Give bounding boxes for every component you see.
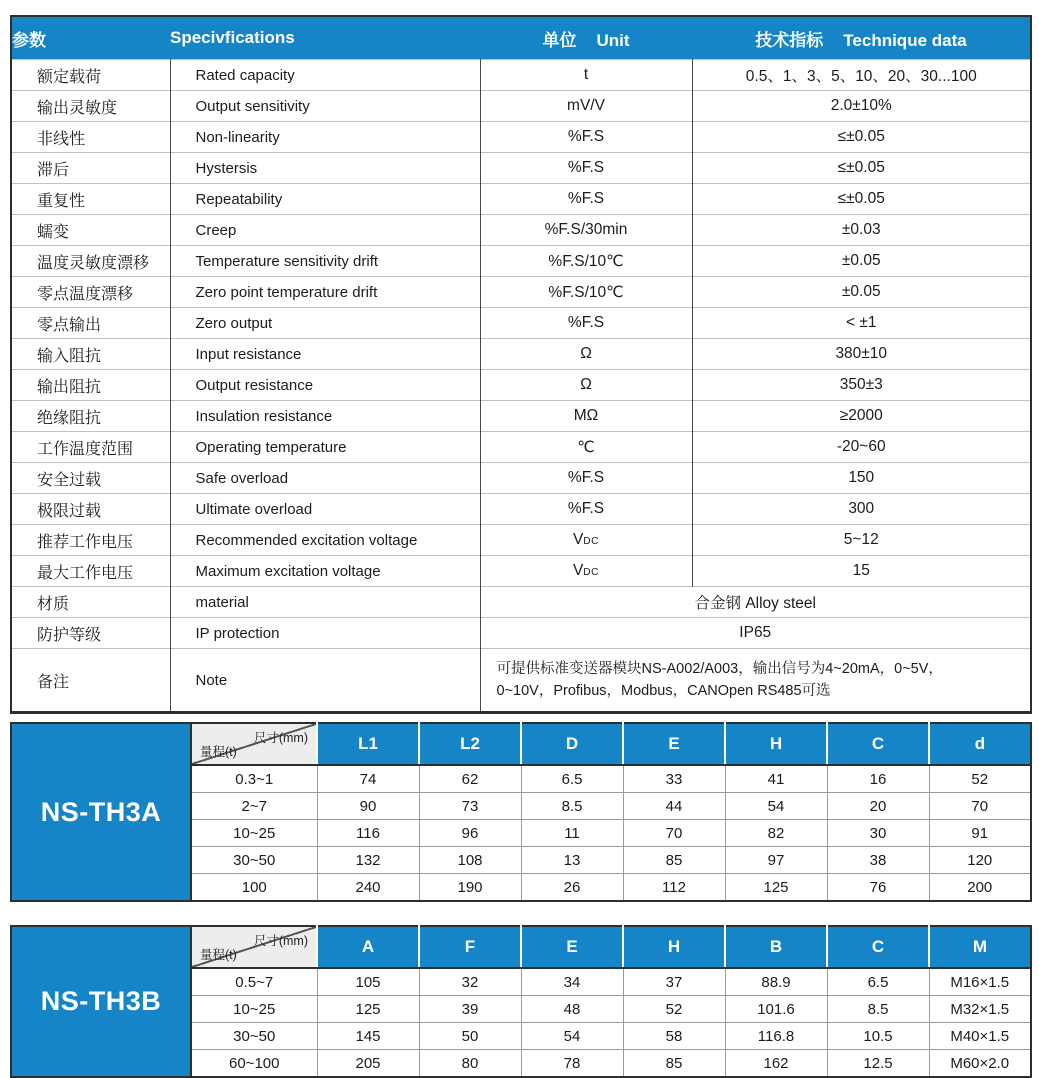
dim-value-cell: 88.9 [725,968,827,996]
table-row [11,649,1031,713]
spec-unit-cell: Ω [480,339,692,370]
dim-value-cell: 34 [521,968,623,996]
dim-column-header: C [827,926,929,968]
spec-merged-value-cell: IP65 [480,618,1031,649]
spec-name-cell: IP protection [170,618,480,649]
spec-param-cell: 安全过载 [11,463,170,494]
dimension-table [10,722,1032,902]
dimension-table-container-ns-th3a [10,722,1030,902]
spec-unit-cell: Ω [480,370,692,401]
spec-value-cell: 150 [692,463,1031,494]
spec-param-cell: 工作温度范围 [11,432,170,463]
range-cell: 0.5~7 [191,968,317,996]
dim-value-cell: 91 [929,820,1031,847]
spec-name-cell: Hystersis [170,153,480,184]
dim-value-cell: 20 [827,793,929,820]
table-row [11,432,1031,463]
dim-value-cell: 108 [419,847,521,874]
note-line: 0~10V，Profibus，Modbus，CANOpen RS485可选 [496,683,831,699]
table-row [11,60,1031,91]
spec-unit-cell: VDC [480,556,692,587]
dim-value-cell: 80 [419,1050,521,1078]
spec-value-cell: 300 [692,494,1031,525]
dim-column-header: C [827,723,929,765]
dim-value-cell: 90 [317,793,419,820]
dim-value-cell: 38 [827,847,929,874]
dim-value-cell: 6.5 [827,968,929,996]
spec-param-cell: 零点温度漂移 [11,277,170,308]
dim-value-cell: 12.5 [827,1050,929,1078]
dim-value-cell: 82 [725,820,827,847]
dim-value-cell: M40×1.5 [929,1023,1031,1050]
spec-param-cell: 滞后 [11,153,170,184]
dim-value-cell: 112 [623,874,725,902]
spec-value-cell: 2.0±10% [692,91,1031,122]
unit-subscript: DC [583,567,600,578]
spec-name-cell: Rated capacity [170,60,480,91]
spec-name-cell: Repeatability [170,184,480,215]
column-header-unit [480,16,692,60]
dim-header-row [11,723,1031,765]
specification-table [10,15,1032,714]
spec-param-cell: 备注 [11,649,170,713]
range-cell: 10~25 [191,820,317,847]
corner-size-label: 尺寸(mm) [253,934,308,948]
spec-name-cell: Operating temperature [170,432,480,463]
range-cell: 10~25 [191,996,317,1023]
spec-merged-value-cell [480,649,1031,713]
corner-range-label: 量程(t) [200,948,237,962]
corner-size-label: 尺寸(mm) [253,731,308,745]
table-row [11,153,1031,184]
dim-column-header: H [725,723,827,765]
spec-param-cell: 极限过载 [11,494,170,525]
spec-param-cell: 温度灵敏度漂移 [11,246,170,277]
spec-value-cell: 0.5、1、3、5、10、20、30...100 [692,60,1031,91]
dim-value-cell: 41 [725,765,827,793]
dim-column-header: E [521,926,623,968]
dim-value-cell: 125 [317,996,419,1023]
dim-value-cell: 62 [419,765,521,793]
dim-value-cell: 8.5 [521,793,623,820]
dim-column-header: H [623,926,725,968]
dim-value-cell: 26 [521,874,623,902]
range-cell: 30~50 [191,847,317,874]
spec-value-cell: ≤±0.05 [692,184,1031,215]
dim-value-cell: 30 [827,820,929,847]
dim-value-cell: 58 [623,1023,725,1050]
dim-value-cell: 96 [419,820,521,847]
dim-column-header: F [419,926,521,968]
dim-value-cell: 85 [623,1050,725,1078]
dim-value-cell: 78 [521,1050,623,1078]
spec-value-cell: ≥2000 [692,401,1031,432]
spec-value-cell: 350±3 [692,370,1031,401]
spec-unit-cell: %F.S [480,463,692,494]
dim-value-cell: 50 [419,1023,521,1050]
dim-value-cell: 97 [725,847,827,874]
table-row [11,122,1031,153]
spec-unit-cell: MΩ [480,401,692,432]
dim-value-cell: M16×1.5 [929,968,1031,996]
spec-param-cell: 非线性 [11,122,170,153]
dim-column-header: L1 [317,723,419,765]
dim-value-cell: 116 [317,820,419,847]
note-line: 可提供标准变送器模块NS-A002/A003，输出信号为4~20mA，0~5V， [496,660,943,677]
table-row [11,525,1031,556]
table-row [11,246,1031,277]
dimension-table-container-ns-th3b [10,925,1030,1078]
column-header-unit-cn: 单位 [542,30,577,50]
dim-value-cell: 6.5 [521,765,623,793]
spec-value-cell: ≤±0.05 [692,122,1031,153]
spec-name-cell: Temperature sensitivity drift [170,246,480,277]
dim-column-header: M [929,926,1031,968]
model-label: NS-TH3B [11,926,191,1077]
range-cell: 0.3~1 [191,765,317,793]
dim-value-cell: 39 [419,996,521,1023]
dim-value-cell: 125 [725,874,827,902]
dim-value-cell: 120 [929,847,1031,874]
table-row [11,587,1031,618]
spec-param-cell: 材质 [11,587,170,618]
spec-unit-cell: %F.S/10℃ [480,246,692,277]
spec-name-cell: Ultimate overload [170,494,480,525]
spec-value-cell: 380±10 [692,339,1031,370]
dim-column-header: A [317,926,419,968]
spec-value-cell: 15 [692,556,1031,587]
table-row [11,370,1031,401]
dim-value-cell: 85 [623,847,725,874]
dim-value-cell: 240 [317,874,419,902]
spec-param-cell: 防护等级 [11,618,170,649]
table-row [11,215,1031,246]
spec-name-cell: Output resistance [170,370,480,401]
spec-param-cell: 推荐工作电压 [11,525,170,556]
spec-merged-value-cell: 合金钢 Alloy steel [480,587,1031,618]
dim-value-cell: 16 [827,765,929,793]
spec-unit-cell: mV/V [480,91,692,122]
dim-value-cell: 54 [521,1023,623,1050]
spec-name-cell: Recommended excitation voltage [170,525,480,556]
dim-value-cell: 74 [317,765,419,793]
spec-name-cell: Creep [170,215,480,246]
dim-corner-cell [191,723,317,765]
dim-value-cell: M32×1.5 [929,996,1031,1023]
dim-value-cell: 54 [725,793,827,820]
spec-param-cell: 最大工作电压 [11,556,170,587]
column-header-specifications: Specivfications [170,16,480,60]
spec-param-cell: 输入阻抗 [11,339,170,370]
spec-name-cell: Zero output [170,308,480,339]
spec-name-cell: Zero point temperature drift [170,277,480,308]
dim-value-cell: 205 [317,1050,419,1078]
dim-header-row [11,926,1031,968]
dim-value-cell: 10.5 [827,1023,929,1050]
spec-name-cell: Input resistance [170,339,480,370]
dim-value-cell: 190 [419,874,521,902]
spec-name-cell: Non-linearity [170,122,480,153]
spec-header-row [11,16,1031,60]
table-row [11,556,1031,587]
spec-name-cell: Maximum excitation voltage [170,556,480,587]
column-header-unit-en: Unit [596,30,630,50]
table-row [11,494,1031,525]
spec-table-body [11,60,1031,713]
spec-value-cell: < ±1 [692,308,1031,339]
dim-column-header: d [929,723,1031,765]
spec-value-cell: -20~60 [692,432,1031,463]
dim-value-cell: 13 [521,847,623,874]
range-cell: 100 [191,874,317,902]
spec-unit-cell: VDC [480,525,692,556]
spec-value-cell: 5~12 [692,525,1031,556]
dim-value-cell: 52 [929,765,1031,793]
spec-param-cell: 蠕变 [11,215,170,246]
dim-value-cell: 37 [623,968,725,996]
spec-unit-cell: %F.S [480,184,692,215]
spec-unit-cell: %F.S [480,122,692,153]
dim-corner-cell [191,926,317,968]
dim-column-header: B [725,926,827,968]
table-row [11,277,1031,308]
dim-value-cell: 32 [419,968,521,996]
dim-column-header: E [623,723,725,765]
table-row [11,91,1031,122]
dim-column-header: D [521,723,623,765]
dim-value-cell: 116.8 [725,1023,827,1050]
table-row [11,308,1031,339]
spec-param-cell: 零点输出 [11,308,170,339]
dim-value-cell: 200 [929,874,1031,902]
spec-name-cell: Safe overload [170,463,480,494]
spec-unit-cell: ℃ [480,432,692,463]
dim-value-cell: 44 [623,793,725,820]
table-row [11,339,1031,370]
dim-value-cell: 73 [419,793,521,820]
dim-value-cell: 70 [623,820,725,847]
spec-name-cell: Output sensitivity [170,91,480,122]
dim-value-cell: M60×2.0 [929,1050,1031,1078]
dim-value-cell: 70 [929,793,1031,820]
spec-param-cell: 输出灵敏度 [11,91,170,122]
spec-unit-cell: %F.S [480,308,692,339]
column-header-data-cn: 技术指标 [755,30,824,50]
spec-value-cell: ≤±0.05 [692,153,1031,184]
dim-value-cell: 48 [521,996,623,1023]
table-row [11,463,1031,494]
spec-unit-cell: %F.S [480,494,692,525]
table-row [11,184,1031,215]
column-header-technique-data [692,16,1031,60]
dim-value-cell: 132 [317,847,419,874]
model-label: NS-TH3A [11,723,191,901]
dim-value-cell: 162 [725,1050,827,1078]
range-cell: 60~100 [191,1050,317,1078]
column-header-param: 参数 [11,16,170,60]
dim-value-cell: 105 [317,968,419,996]
spec-unit-cell: %F.S/30min [480,215,692,246]
range-cell: 2~7 [191,793,317,820]
spec-value-cell: ±0.05 [692,246,1031,277]
spec-param-cell: 绝缘阻抗 [11,401,170,432]
spec-param-cell: 重复性 [11,184,170,215]
dim-value-cell: 8.5 [827,996,929,1023]
dimension-table [10,925,1032,1078]
spec-param-cell: 输出阻抗 [11,370,170,401]
dim-column-header: L2 [419,723,521,765]
dim-value-cell: 33 [623,765,725,793]
column-header-data-en: Technique data [843,30,967,50]
spec-name-cell: material [170,587,480,618]
unit-subscript: DC [583,536,600,547]
spec-name-cell: Note [170,649,480,713]
dim-value-cell: 145 [317,1023,419,1050]
spec-unit-cell: %F.S [480,153,692,184]
spec-param-cell: 额定载荷 [11,60,170,91]
spec-unit-cell: t [480,60,692,91]
table-row [11,401,1031,432]
spec-unit-cell: %F.S/10℃ [480,277,692,308]
corner-range-label: 量程(t) [200,745,237,759]
dim-value-cell: 76 [827,874,929,902]
spec-value-cell: ±0.05 [692,277,1031,308]
table-row [11,618,1031,649]
spec-name-cell: Insulation resistance [170,401,480,432]
dim-value-cell: 11 [521,820,623,847]
dim-value-cell: 52 [623,996,725,1023]
dim-value-cell: 101.6 [725,996,827,1023]
range-cell: 30~50 [191,1023,317,1050]
spec-value-cell: ±0.03 [692,215,1031,246]
